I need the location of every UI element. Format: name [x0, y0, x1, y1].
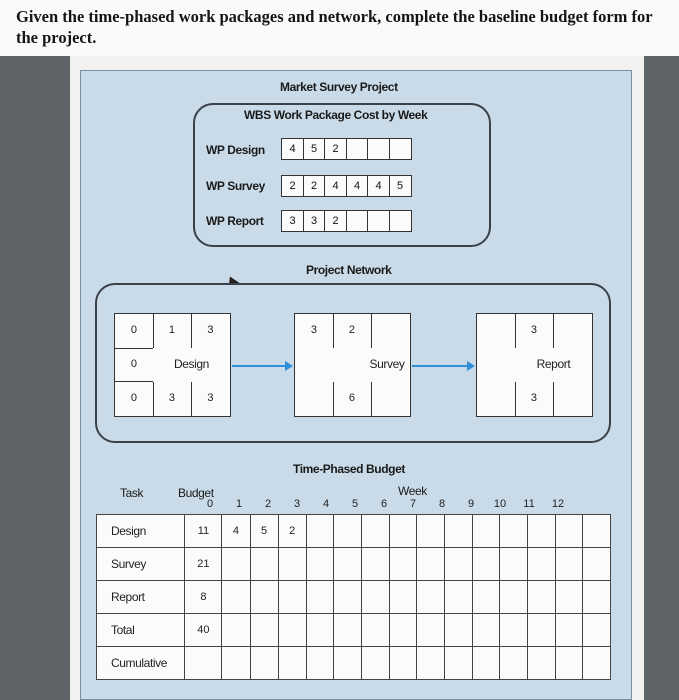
design-dur: 1 [168, 324, 175, 336]
week-cell[interactable] [417, 614, 445, 647]
node-report [476, 313, 593, 417]
week-cell[interactable] [278, 581, 306, 614]
wp-cell [346, 210, 369, 232]
wp-cell: 2 [324, 138, 347, 160]
report-name: Report [536, 357, 571, 371]
week-number: 2 [264, 498, 272, 510]
week-cell[interactable] [500, 647, 528, 680]
design-es: 0 [130, 324, 138, 336]
week-cell[interactable] [250, 614, 278, 647]
wp-cell: 3 [281, 210, 304, 232]
wp-design-cells [281, 138, 410, 160]
week-cell[interactable] [417, 647, 445, 680]
week-cell[interactable] [389, 614, 417, 647]
week-cell[interactable] [527, 548, 555, 581]
table-row [97, 614, 611, 647]
wp-report-label: WP Report [206, 214, 264, 228]
week-number: 10 [493, 498, 507, 510]
survey-dur: 2 [348, 324, 355, 336]
week-cell[interactable] [417, 515, 445, 548]
week-header: Week [398, 484, 427, 498]
table-row [97, 647, 611, 680]
design-ls: 0 [130, 358, 138, 370]
week-cell[interactable] [362, 515, 390, 548]
wp-survey-label: WP Survey [206, 179, 265, 193]
week-cell[interactable] [444, 647, 472, 680]
wp-cell: 2 [303, 175, 326, 197]
week-number: 6 [380, 498, 388, 510]
task-cell: Cumulative [97, 647, 185, 680]
task-header: Task [120, 486, 144, 500]
design-lf: 0 [130, 392, 138, 404]
wp-survey-cells [281, 175, 410, 197]
week-cell[interactable] [306, 548, 334, 581]
wp-cell: 2 [324, 210, 347, 232]
wp-cell: 2 [281, 175, 304, 197]
week-cell[interactable] [250, 581, 278, 614]
question-text: Given the time-phased work packages and network, complete the baseline budget form for the project. [16, 7, 653, 47]
arrow-design-survey [232, 365, 286, 367]
report-ef: 3 [530, 324, 537, 336]
week-cell[interactable] [222, 614, 250, 647]
week-cell[interactable] [444, 515, 472, 548]
week-cell[interactable] [472, 614, 500, 647]
week-cell[interactable] [278, 647, 306, 680]
week-number: 11 [523, 498, 535, 510]
week-number: 4 [322, 498, 330, 510]
week-number: 5 [351, 498, 359, 510]
week-number: 3 [293, 498, 301, 510]
week-number: 7 [409, 498, 417, 510]
wbs-title: WBS Work Package Cost by Week [244, 108, 428, 122]
report-bottom: 3 [530, 392, 537, 404]
task-cell: Design [97, 515, 185, 548]
week-cell[interactable] [250, 548, 278, 581]
week-cell[interactable] [444, 581, 472, 614]
week-cell[interactable]: 2 [278, 515, 306, 548]
week-cell[interactable] [417, 548, 445, 581]
task-cell: Report [97, 581, 185, 614]
wp-design-label: WP Design [206, 143, 265, 157]
week-cell[interactable] [417, 581, 445, 614]
week-cell[interactable] [555, 581, 583, 614]
week-cell[interactable] [500, 548, 528, 581]
week-cell[interactable] [334, 581, 362, 614]
wp-cell: 4 [367, 175, 390, 197]
week-cell[interactable] [444, 548, 472, 581]
week-cell[interactable] [583, 515, 611, 548]
wp-cell: 5 [389, 175, 412, 197]
wp-cell [367, 210, 390, 232]
week-cell[interactable] [555, 548, 583, 581]
week-cell[interactable] [583, 614, 611, 647]
budget-cell: 11 [185, 515, 222, 548]
week-cell[interactable] [472, 581, 500, 614]
week-number: 1 [235, 498, 243, 510]
week-cell[interactable] [334, 515, 362, 548]
budget-cell: 21 [185, 548, 222, 581]
week-cell[interactable]: 5 [250, 515, 278, 548]
budget-title: Time-Phased Budget [293, 462, 405, 476]
table-row [97, 548, 611, 581]
wp-cell: 4 [324, 175, 347, 197]
week-cell[interactable] [306, 515, 334, 548]
wp-cell: 4 [346, 175, 369, 197]
week-cell[interactable] [527, 614, 555, 647]
week-cell[interactable] [555, 515, 583, 548]
network-title: Project Network [306, 263, 392, 277]
wp-cell [389, 210, 412, 232]
week-cell[interactable] [222, 548, 250, 581]
table-row [97, 515, 611, 548]
week-cell[interactable] [306, 614, 334, 647]
week-cell[interactable] [527, 647, 555, 680]
question-header [0, 0, 679, 56]
week-cell[interactable] [583, 581, 611, 614]
week-cell[interactable] [362, 647, 390, 680]
design-sl: 3 [168, 392, 175, 404]
survey-name: Survey [369, 357, 405, 371]
survey-bottom: 6 [348, 392, 355, 404]
week-cell[interactable] [500, 515, 528, 548]
task-cell: Total [97, 614, 185, 647]
week-cell[interactable] [583, 647, 611, 680]
wp-cell: 5 [303, 138, 326, 160]
week-cell[interactable] [583, 548, 611, 581]
week-cell[interactable] [472, 647, 500, 680]
wp-report-cells [281, 210, 410, 232]
budget-cell: 40 [185, 614, 222, 647]
week-cell[interactable] [334, 548, 362, 581]
week-cell[interactable] [306, 581, 334, 614]
design-lf2: 3 [207, 392, 214, 404]
week-cell[interactable] [222, 647, 250, 680]
week-cell[interactable] [278, 614, 306, 647]
week-number: 8 [438, 498, 446, 510]
week-cell[interactable] [250, 647, 278, 680]
week-cell[interactable] [527, 515, 555, 548]
wp-cell [346, 138, 369, 160]
design-name: Design [173, 357, 209, 371]
wp-cell [367, 138, 390, 160]
week-cell[interactable] [362, 581, 390, 614]
week-cell[interactable] [334, 614, 362, 647]
week-cell[interactable] [555, 647, 583, 680]
week-cell[interactable] [222, 581, 250, 614]
week-number: 9 [467, 498, 475, 510]
table-row [97, 581, 611, 614]
design-ef: 3 [207, 324, 214, 336]
week-cell[interactable] [527, 581, 555, 614]
week-cell[interactable] [362, 548, 390, 581]
week-cell[interactable] [389, 515, 417, 548]
node-design [114, 313, 231, 417]
week-cell[interactable] [472, 548, 500, 581]
week-cell[interactable] [444, 614, 472, 647]
week-cell[interactable] [362, 614, 390, 647]
survey-es: 3 [310, 324, 318, 336]
week-cell[interactable] [389, 647, 417, 680]
wp-cell: 3 [303, 210, 326, 232]
budget-table [96, 514, 611, 680]
budget-cell [185, 647, 222, 680]
week-cell[interactable] [500, 614, 528, 647]
week-cell[interactable] [306, 647, 334, 680]
week-cell[interactable] [389, 548, 417, 581]
wp-cell: 4 [281, 138, 304, 160]
budget-header: Budget [178, 486, 214, 500]
week-number: 12 [551, 498, 565, 510]
wp-cell [389, 138, 412, 160]
week-cell[interactable] [500, 581, 528, 614]
node-survey [294, 313, 411, 417]
task-cell: Survey [97, 548, 185, 581]
week-number: 0 [206, 498, 214, 510]
week-cell[interactable] [472, 515, 500, 548]
week-cell[interactable] [555, 614, 583, 647]
week-cell[interactable] [334, 647, 362, 680]
week-cell[interactable] [389, 581, 417, 614]
arrow-survey-report [412, 365, 468, 367]
week-cell[interactable]: 4 [222, 515, 250, 548]
budget-cell: 8 [185, 581, 222, 614]
project-title: Market Survey Project [280, 80, 398, 94]
week-cell[interactable] [278, 548, 306, 581]
